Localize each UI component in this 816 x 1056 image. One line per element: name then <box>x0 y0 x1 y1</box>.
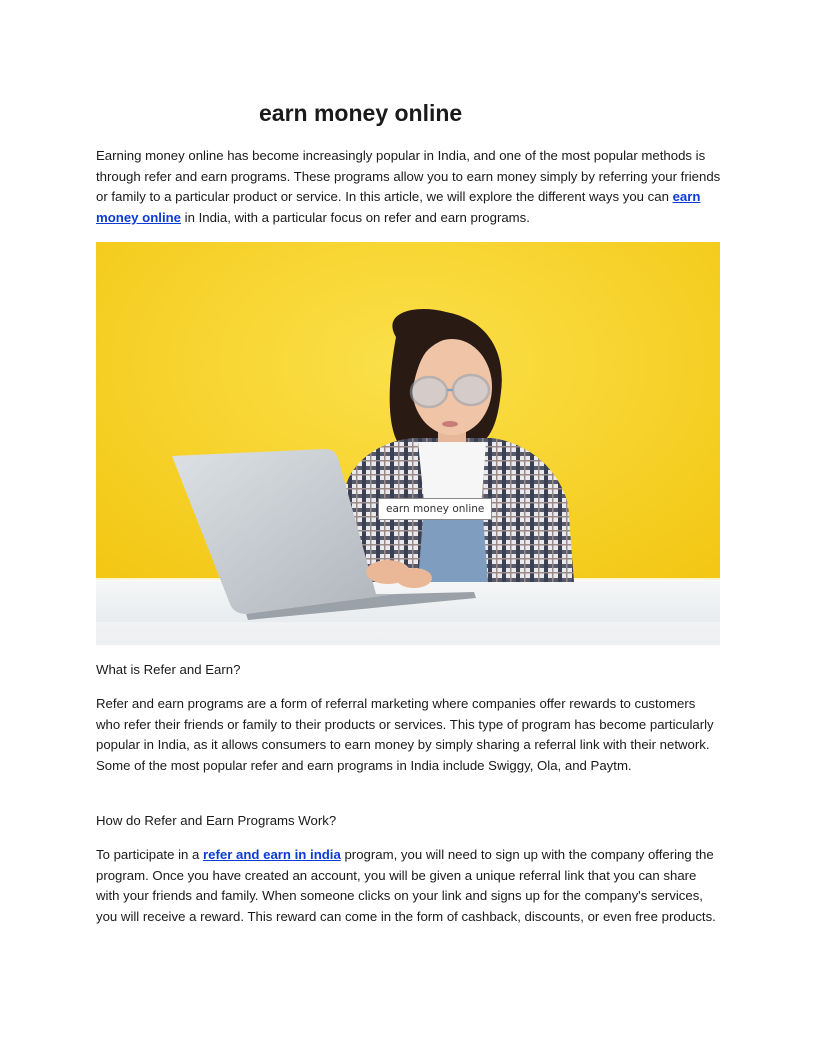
intro-text-before: Earning money online has become increasingly popular in India, and one of the most popular methods is through refer and earn programs. These programs allow you to earn money simply by referring your friends or family to a particular product or service. In this article, we will explore the different ways you can <box>96 148 721 205</box>
woman-with-laptop-illustration <box>96 242 720 645</box>
image-caption: earn money online <box>378 498 492 520</box>
how-text-before: To participate in a <box>96 847 204 862</box>
section-heading-how-it-works: How do Refer and Earn Programs Work? <box>96 813 337 828</box>
intro-paragraph <box>96 146 721 229</box>
section-body-how-it-works <box>96 845 721 928</box>
section-body-what-is: Refer and earn programs are a form of referral marketing where companies offer rewards to customers who refer their friends or family to their products or services. This type of program has become particularly popular in India, as it allows consumers to earn money by simply sharing a referral link with their network. Some of the most popular refer and earn programs in India include Swiggy, Ola, and Paytm. <box>96 696 714 774</box>
intro-text-after: in India, with a particular focus on refer and earn programs. <box>181 210 530 226</box>
refer-and-earn-link[interactable]: refer and earn in india <box>203 847 341 862</box>
how-text-after: program, you will need to sign up with the company offering the program. Once you have created an account, you will be given a unique referral link that you can share with your friends and family. When someone clicks on your link and signs up for the company's services, you will receive a reward. This reward can come in the form of cashback, discounts, or even free products. <box>96 847 716 925</box>
hero-image <box>96 242 720 645</box>
section-heading-what-is: What is Refer and Earn? <box>96 662 241 677</box>
page-title: earn money online <box>259 100 463 126</box>
earn-money-online-link[interactable]: earn money online <box>96 189 701 226</box>
